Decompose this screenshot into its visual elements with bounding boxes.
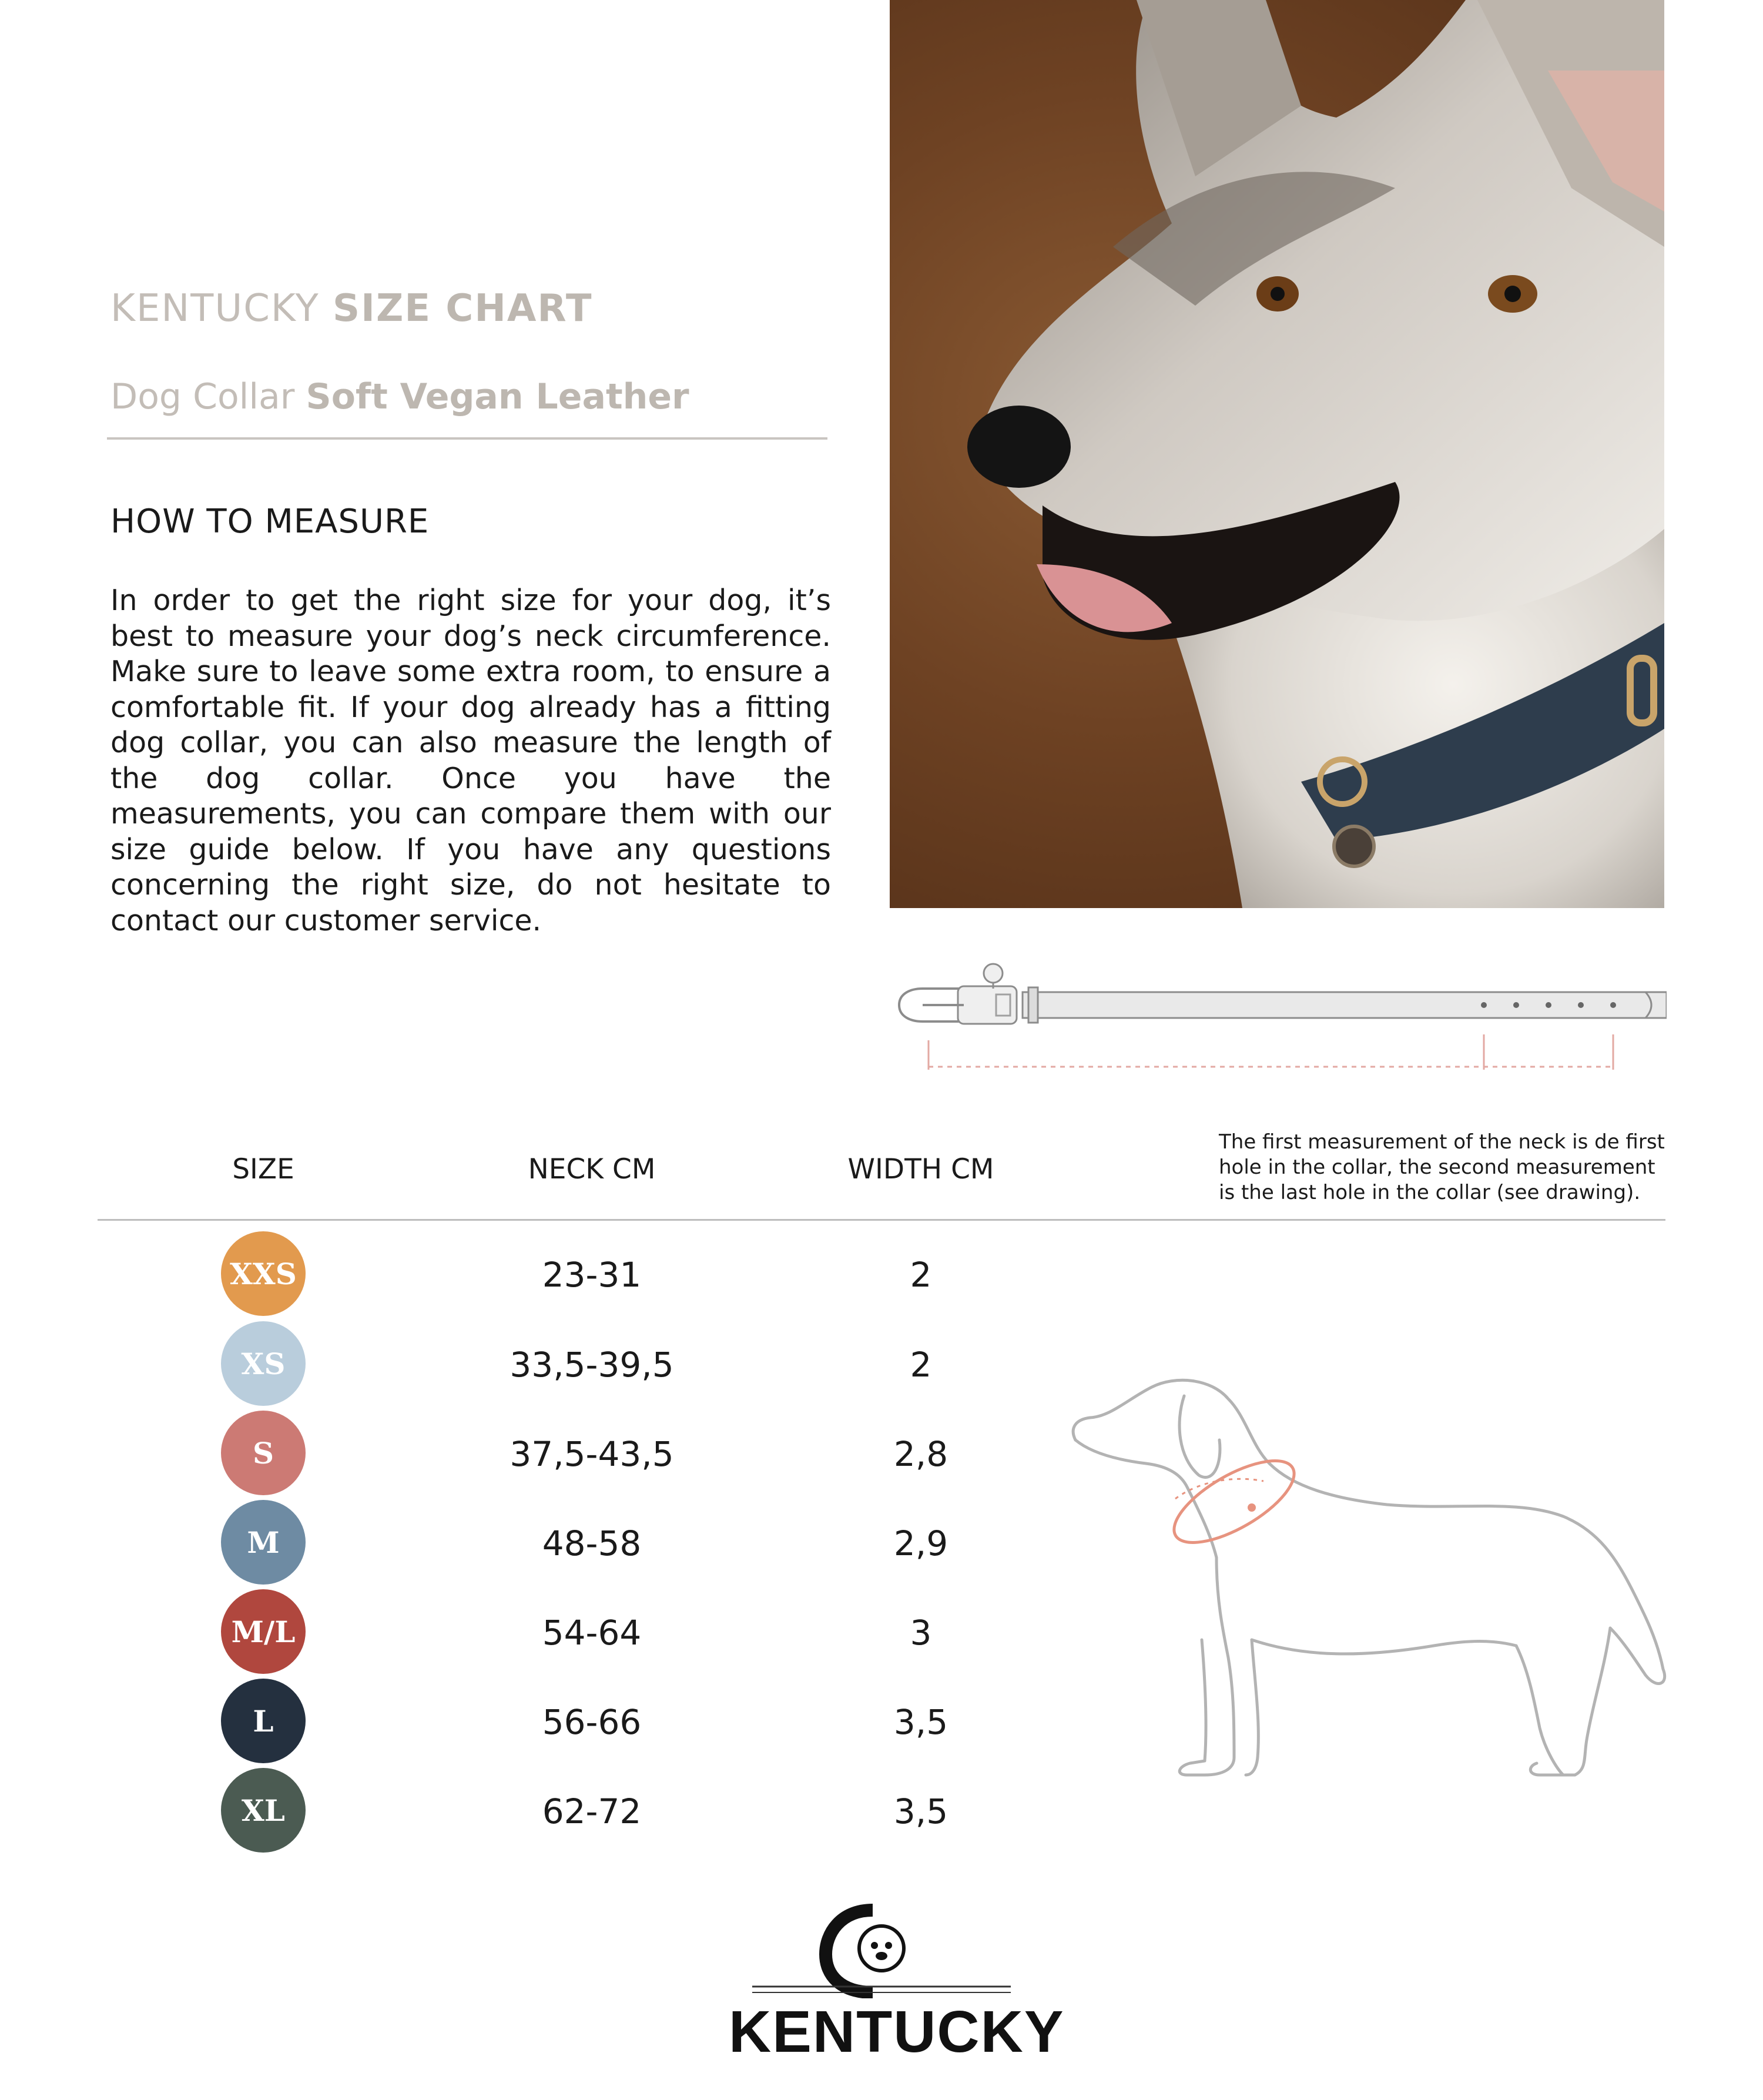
- width-value: 2,9: [893, 1523, 948, 1563]
- how-to-measure-heading: HOW TO MEASURE: [110, 503, 430, 541]
- width-value: 3: [910, 1613, 932, 1653]
- size-badge: XL: [221, 1768, 306, 1853]
- collar-drawing-icon: [887, 952, 1667, 1076]
- product-light: Dog Collar: [110, 376, 295, 417]
- neck-value: 33,5-39,5: [510, 1345, 674, 1385]
- brand-name: KENTUCKY: [110, 287, 320, 330]
- kentucky-logo-icon: [729, 1898, 1065, 2065]
- measurement-note: The first measurement of the neck is de first hole in the collar, the second measurement is the last hole in the collar (see drawing).: [1219, 1130, 1665, 1204]
- table-row: [0, 1231, 1058, 1319]
- table-row: [0, 1679, 1058, 1767]
- chart-title: [110, 287, 592, 330]
- logo-wordmark: KENTUCKY: [729, 1999, 1065, 2065]
- neck-value: 23-31: [542, 1255, 642, 1295]
- neck-header: NECK CM: [528, 1153, 656, 1185]
- size-badge: XS: [221, 1321, 306, 1406]
- neck-value: 62-72: [542, 1791, 642, 1831]
- width-value: 2: [910, 1345, 932, 1385]
- title-bold: SIZE CHART: [333, 287, 593, 330]
- width-value: 2,8: [893, 1434, 948, 1474]
- table-row: [0, 1589, 1058, 1677]
- table-divider: [98, 1219, 1665, 1221]
- size-badge: L: [221, 1679, 306, 1763]
- husky-photo: [890, 0, 1664, 908]
- neck-value: 37,5-43,5: [510, 1434, 674, 1474]
- width-header: WIDTH CM: [847, 1153, 994, 1185]
- table-row: [0, 1768, 1058, 1856]
- size-badge: M: [221, 1500, 306, 1585]
- width-value: 2: [910, 1255, 932, 1295]
- how-to-measure-text: In order to get the right size for your dog, it’s best to measure your dog’s neck circumference. Make sure to leave some extra room, to ensure a comfortable fit. If your dog already has a fitting dog collar, you can also measure the length of the dog collar. Once you have the measurements, you can compare them with our size guide below. If you have any questions concerning the right size, do not hesitate to contact our customer service.: [110, 584, 831, 937]
- neck-value: 48-58: [542, 1523, 642, 1563]
- size-header: SIZE: [232, 1153, 294, 1185]
- size-badge: M/L: [221, 1589, 306, 1674]
- size-badge: S: [221, 1411, 306, 1495]
- neck-value: 56-66: [542, 1702, 642, 1742]
- width-value: 3,5: [893, 1791, 948, 1831]
- product-subtitle: [110, 376, 689, 417]
- table-row: [0, 1500, 1058, 1588]
- table-row: [0, 1321, 1058, 1409]
- size-badge: XXS: [221, 1231, 306, 1316]
- width-value: 3,5: [893, 1702, 948, 1742]
- table-row: [0, 1411, 1058, 1499]
- neck-value: 54-64: [542, 1613, 642, 1653]
- product-bold: Soft Vegan Leather: [306, 376, 689, 417]
- dog-outline-icon: [1058, 1364, 1669, 1787]
- header-divider: [107, 437, 827, 440]
